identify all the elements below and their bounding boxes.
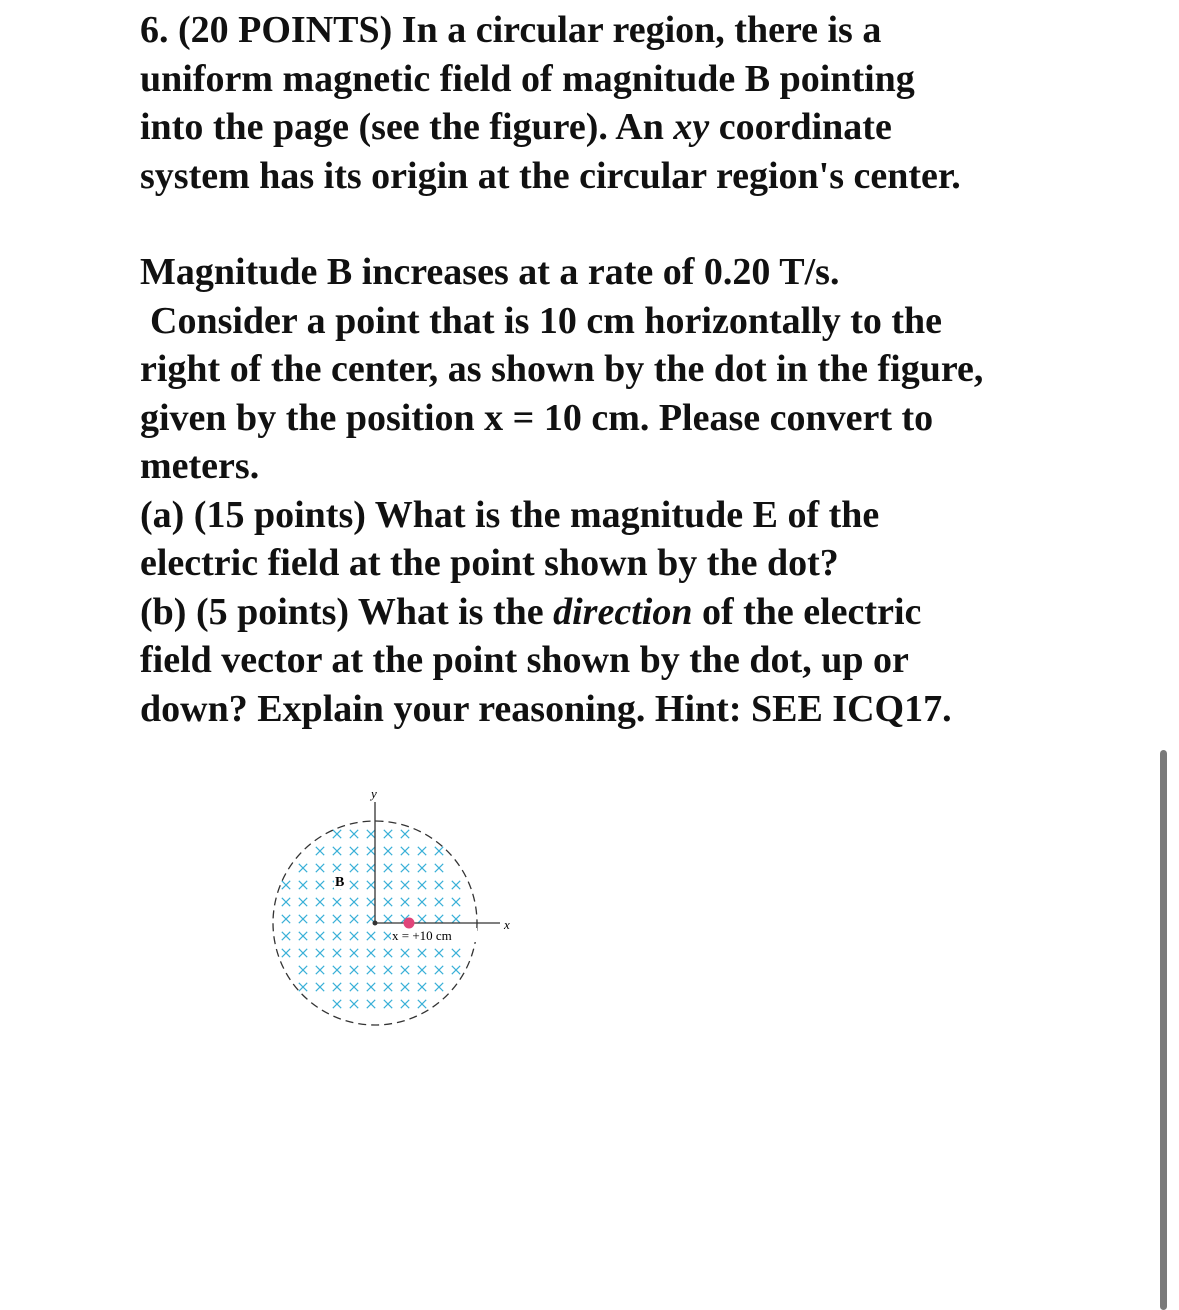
field-cross-icon [418, 1000, 426, 1008]
field-cross-icon [435, 847, 443, 855]
magnetic-field-figure [262, 782, 532, 1042]
field-cross-icon [299, 864, 307, 872]
field-cross-icon [435, 864, 443, 872]
field-cross-icon [367, 932, 375, 940]
field-cross-icon [316, 881, 324, 889]
field-cross-icon [401, 898, 409, 906]
field-cross-icon [299, 966, 307, 974]
xy-italic: xy [673, 106, 710, 148]
field-cross-icon [350, 1000, 358, 1008]
field-cross-icon [316, 932, 324, 940]
field-cross-icon [435, 898, 443, 906]
field-cross-icon [435, 881, 443, 889]
field-cross-icon [299, 949, 307, 957]
origin-dot [373, 921, 378, 926]
field-cross-icon [384, 966, 392, 974]
field-cross-icon [384, 830, 392, 838]
part-b-line-2: field vector at the point shown by the dot, up or [140, 639, 909, 681]
field-cross-icon [384, 983, 392, 991]
field-cross-icon [435, 915, 443, 923]
field-cross-icon [401, 983, 409, 991]
field-cross-icon [350, 881, 358, 889]
intro-line-4: system has its origin at the circular region's center. [140, 154, 961, 197]
intro-line-3 [140, 103, 1070, 152]
field-crosses [282, 830, 460, 1008]
field-cross-icon [384, 847, 392, 855]
field-cross-icon [452, 881, 460, 889]
field-cross-icon [367, 830, 375, 838]
para2-line-3: right of the center, as shown by the dot in the figure, [140, 348, 984, 390]
field-cross-icon [350, 932, 358, 940]
field-cross-icon [282, 881, 290, 889]
part-b-line-3: down? Explain your reasoning. Hint: SEE ICQ17. [140, 687, 952, 730]
field-cross-icon [333, 915, 341, 923]
field-cross-icon [401, 881, 409, 889]
field-cross-icon [299, 881, 307, 889]
intro-line-3-start: into the page (see the figure). An [140, 106, 674, 148]
field-cross-icon [384, 881, 392, 889]
part-a-line-1: (a) (15 points) What is the magnitude E of the [140, 493, 880, 536]
field-cross-icon [384, 898, 392, 906]
field-cross-icon [333, 847, 341, 855]
field-cross-icon [401, 1000, 409, 1008]
field-cross-icon [367, 949, 375, 957]
field-cross-icon [282, 932, 290, 940]
para2-line-4: given by the position x = 10 cm. Please convert to [140, 396, 934, 439]
y-axis-label: y [371, 786, 377, 801]
field-cross-icon [350, 898, 358, 906]
field-cross-icon [401, 830, 409, 838]
field-cross-icon [435, 983, 443, 991]
field-cross-icon [418, 847, 426, 855]
field-cross-icon [418, 949, 426, 957]
intro-line-1: 6. (20 POINTS) In a circular region, there is a [140, 9, 882, 51]
field-cross-icon [384, 932, 392, 940]
para2-line-1: Magnitude B increases at a rate of 0.20 T/s. [140, 251, 840, 293]
field-cross-icon [316, 983, 324, 991]
field-point-dot [404, 918, 415, 929]
field-cross-icon [367, 864, 375, 872]
field-cross-icon [282, 915, 290, 923]
x-axis-label: x [504, 917, 510, 932]
part-b-end: of the electric [692, 590, 922, 633]
field-cross-icon [299, 983, 307, 991]
field-cross-icon [350, 949, 358, 957]
para2-line-2: Consider a point that is 10 cm horizontally to the [150, 299, 943, 342]
field-cross-icon [333, 1000, 341, 1008]
field-cross-icon [418, 898, 426, 906]
intro-line-2: uniform magnetic field of magnitude B pointing [140, 57, 915, 100]
part-b-start: (b) (5 points) What is the [140, 590, 554, 633]
field-cross-icon [367, 1000, 375, 1008]
field-cross-icon [316, 966, 324, 974]
field-cross-icon [333, 983, 341, 991]
direction-italic: direction [553, 590, 693, 633]
field-cross-icon [418, 864, 426, 872]
field-label-b: B [335, 875, 345, 890]
field-cross-icon [350, 915, 358, 923]
field-cross-icon [350, 847, 358, 855]
scrollbar-thumb[interactable] [1160, 750, 1167, 1310]
field-cross-icon [384, 864, 392, 872]
field-cross-icon [316, 949, 324, 957]
field-cross-icon [333, 864, 341, 872]
field-cross-icon [333, 966, 341, 974]
field-cross-icon [316, 864, 324, 872]
field-cross-icon [367, 881, 375, 889]
part-a-line-2: electric field at the point shown by the dot? [140, 542, 839, 584]
field-cross-icon [384, 1000, 392, 1008]
field-cross-icon [367, 847, 375, 855]
field-cross-icon [401, 847, 409, 855]
field-cross-icon [435, 966, 443, 974]
field-cross-icon [316, 898, 324, 906]
field-cross-icon [452, 949, 460, 957]
field-cross-icon [333, 949, 341, 957]
intro-line-3-end: coordinate [709, 106, 892, 148]
field-cross-icon [299, 932, 307, 940]
field-cross-icon [350, 830, 358, 838]
field-cross-icon [401, 966, 409, 974]
paragraph-gap [140, 200, 1070, 248]
field-cross-icon [435, 949, 443, 957]
field-cross-icon [316, 915, 324, 923]
field-cross-icon [350, 864, 358, 872]
field-cross-icon [282, 949, 290, 957]
field-cross-icon [401, 864, 409, 872]
field-cross-icon [333, 898, 341, 906]
field-cross-icon [418, 915, 426, 923]
field-cross-icon [350, 983, 358, 991]
para2-line-5: meters. [140, 445, 260, 487]
field-cross-icon [452, 898, 460, 906]
field-cross-icon [418, 881, 426, 889]
field-cross-icon [333, 932, 341, 940]
question-text [140, 6, 1070, 733]
field-cross-icon [282, 898, 290, 906]
field-cross-icon [350, 966, 358, 974]
field-cross-icon [367, 966, 375, 974]
field-cross-icon [316, 847, 324, 855]
field-cross-icon [401, 949, 409, 957]
field-cross-icon [333, 830, 341, 838]
field-cross-icon [299, 915, 307, 923]
field-cross-icon [367, 898, 375, 906]
field-cross-icon [418, 983, 426, 991]
field-cross-icon [367, 983, 375, 991]
field-cross-icon [384, 915, 392, 923]
field-cross-icon [452, 966, 460, 974]
field-cross-icon [299, 898, 307, 906]
point-label: x = +10 cm [392, 928, 452, 943]
field-cross-icon [452, 915, 460, 923]
field-cross-icon [384, 949, 392, 957]
part-b-line-1 [140, 588, 1070, 637]
field-cross-icon [418, 966, 426, 974]
